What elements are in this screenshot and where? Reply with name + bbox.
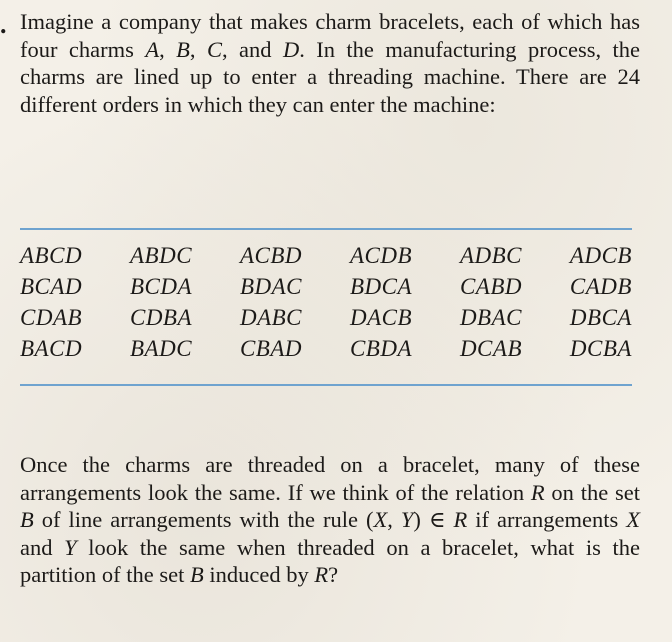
charm-d: D [282,36,300,62]
set-symbol: B [20,507,34,532]
charm-a: A [145,36,160,62]
question-text: Once the charms are threaded on a bracelet, many of these arrangements look the same. If we think of the relation [20,452,640,505]
charm-c: C [206,36,222,62]
question-text: induced by [203,562,315,587]
question-text: and [20,534,65,560]
intro-text: Imagine a company that makes charm bracelets, each of which has four charms [20,9,640,62]
question-text: ) ∈ [413,507,454,532]
intro-sep: , and [221,36,283,62]
intro-text: . In the manufacturing process, the charms are lined up to enter a threading machine. There are 24 different orders in which they can enter the machine: [20,36,641,117]
arrangement-cell: BCDA [129,274,193,299]
question-paragraph [20,451,640,589]
set-symbol: B [189,562,204,587]
question-text: if arrangements [467,507,627,532]
arrangement-cell: ACDB [349,243,413,268]
intro-sep: , [159,36,177,62]
question-text: on the set [544,479,640,505]
arrangement-cell: ADBC [459,243,522,268]
charm-b: B [176,36,190,62]
arrangement-cell: ABCD [20,243,83,268]
arrangement-cell: CDAB [20,305,83,330]
arrangement-cell: DACB [349,305,413,330]
intro-paragraph [20,8,640,118]
arrangement-cell: DABC [239,305,303,330]
arrangement-cell: BDCA [349,274,413,299]
variable-y: Y [64,534,77,560]
arrangement-cell: BDAC [239,274,303,299]
arrangement-cell: CBAD [239,336,303,361]
arrangements-row [20,240,632,271]
question-text: ? [328,562,339,587]
relation-symbol: R [530,479,545,505]
question-text: , [387,507,401,532]
question-text: look the same when threaded on a bracelet, what is the partition of the set [20,534,640,587]
arrangement-cell: BCAD [20,274,83,299]
arrangement-cell: CABD [459,274,522,299]
intro-sep: , [189,36,207,62]
variable-x: X [373,507,388,532]
arrangement-cell: DCBA [569,336,632,361]
variable-x: X [626,507,640,532]
arrangement-cell: BADC [129,336,193,361]
arrangement-cell: DBCA [569,305,632,330]
relation-symbol: R [314,562,329,587]
arrangements-row [20,302,632,333]
question-text: of line arrangements with the rule ( [33,507,374,532]
arrangement-cell: CDBA [129,305,193,330]
variable-y: Y [400,507,414,532]
relation-symbol: R [453,507,468,532]
arrangement-cell: ADCB [569,243,632,268]
arrangement-cell: ABDC [129,243,193,268]
table-bottom-rule [20,384,632,386]
arrangements-row [20,271,632,302]
arrangements-row [20,333,632,364]
arrangements-table [20,240,632,364]
arrangement-cell: CBDA [349,336,413,361]
exercise-bullet: . [0,10,7,39]
table-top-rule [20,228,632,230]
arrangement-cell: ACBD [239,243,303,268]
arrangement-cell: BACD [20,336,83,361]
arrangement-cell: DCAB [459,336,522,361]
arrangement-cell: CADB [569,274,632,299]
arrangement-cell: DBAC [459,305,522,330]
